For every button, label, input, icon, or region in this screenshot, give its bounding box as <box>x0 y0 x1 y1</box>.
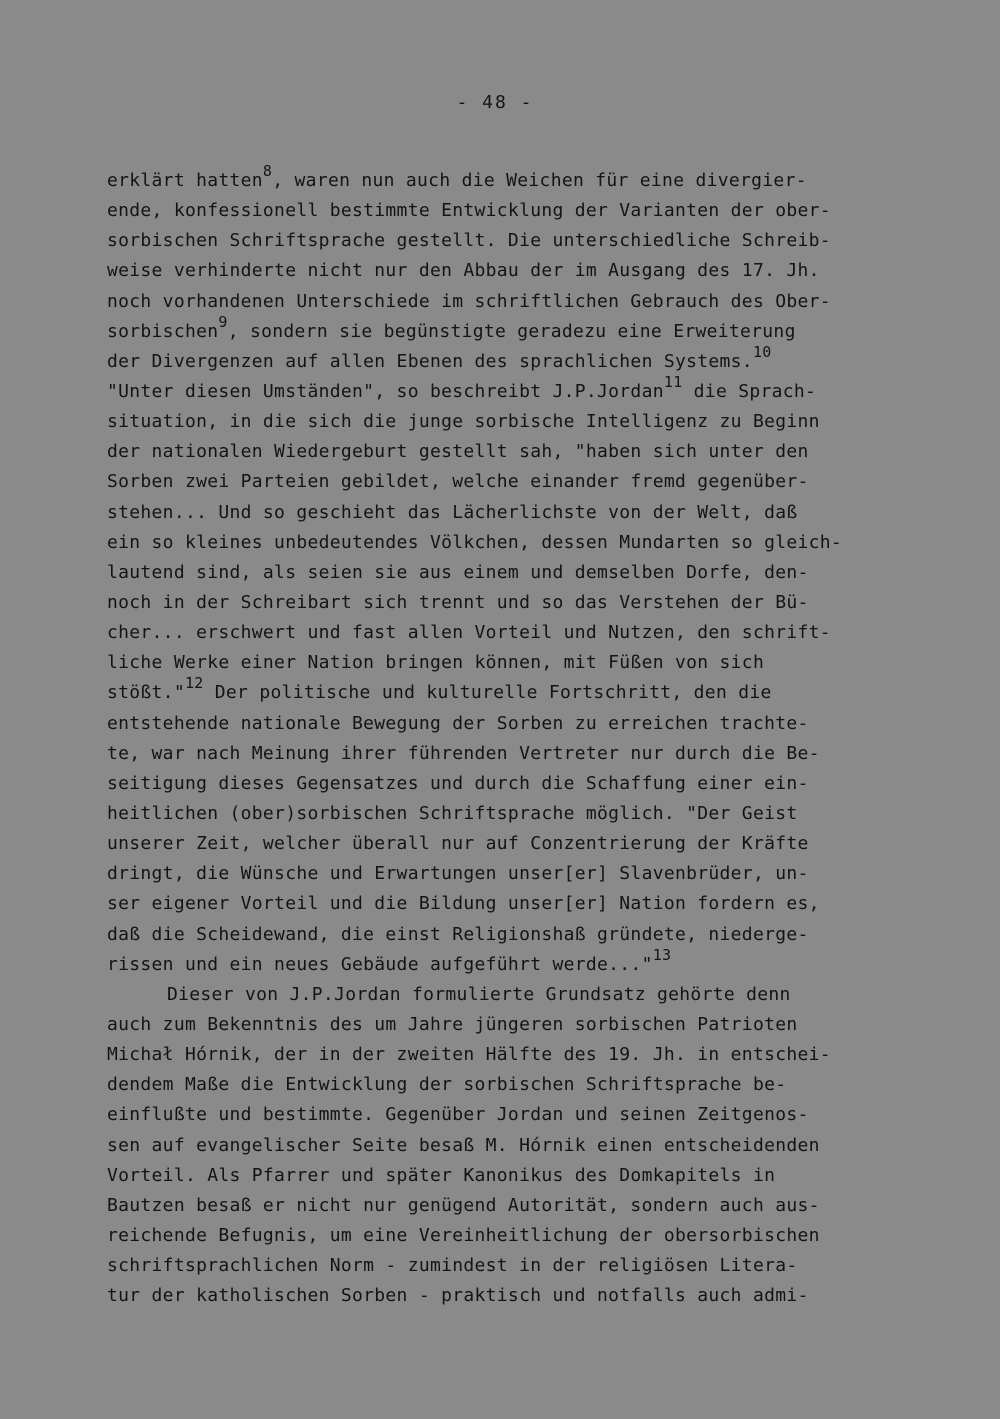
line-text-continuation: , sondern sie begünstigte geradezu eine Erweiterung <box>227 320 796 342</box>
text-line <box>107 498 887 528</box>
text-line <box>107 162 887 196</box>
line-text: ein so kleines unbedeutendes Völkchen, dessen Mundarten so gleich- <box>107 531 843 553</box>
text-line <box>107 674 887 708</box>
line-text: Michał Hórnik, der in der zweiten Hälfte des 19. Jh. in entschei- <box>107 1044 831 1066</box>
line-text: stößt." <box>107 682 185 704</box>
line-text: sorbischen <box>107 320 219 342</box>
line-text: cher... erschwert und fast allen Vorteil und Nutzen, den schrift- <box>107 622 831 644</box>
line-text: einflußte und bestimmte. Gegenüber Jordan und seinen Zeitgenos- <box>107 1104 809 1126</box>
line-text: schriftsprachlichen Norm - zumindest in der religiösen Litera- <box>107 1255 798 1277</box>
line-text: sorbischen Schriftsprache gestellt. Die unterschiedliche Schreib- <box>107 230 831 252</box>
line-text: unserer Zeit, welcher überall nur auf Conzentrierung der Kräfte <box>107 833 809 855</box>
text-line <box>107 739 887 769</box>
text-line <box>107 1191 887 1221</box>
line-text: situation, in die sich die junge sorbische Intelligenz zu Beginn <box>107 411 820 433</box>
text-line <box>107 588 887 618</box>
text-line <box>107 437 887 467</box>
line-text: Bautzen besaß er nicht nur genügend Autorität, sondern auch aus- <box>107 1194 820 1216</box>
text-line <box>107 769 887 799</box>
line-text: liche Werke einer Nation bringen können, mit Füßen von sich <box>107 652 765 674</box>
text-line <box>107 829 887 859</box>
line-text: entstehende nationale Bewegung der Sorben zu erreichen trachte- <box>107 712 809 734</box>
text-line <box>107 799 887 829</box>
line-text: ende, konfessionell bestimmte Entwicklung der Varianten der ober- <box>107 200 831 222</box>
text-line <box>107 196 887 226</box>
text-line <box>107 1040 887 1070</box>
text-line <box>107 618 887 648</box>
footnote-marker: 12 <box>184 674 204 693</box>
text-line <box>107 920 887 950</box>
line-text: heitlichen (ober)sorbischen Schriftsprache möglich. "Der Geist <box>107 802 798 824</box>
line-text: "Unter diesen Umständen", so beschreibt J.P.Jordan <box>107 380 664 402</box>
line-text: der Divergenzen auf allen Ebenen des sprachlichen Systems. <box>107 350 753 372</box>
text-line <box>107 256 887 286</box>
text-line <box>107 1131 887 1161</box>
line-text: reichende Befugnis, um eine Vereinheitlichung der obersorbischen <box>107 1224 820 1246</box>
text-line <box>107 859 887 889</box>
text-line <box>107 407 887 437</box>
line-text: tur der katholischen Sorben - praktisch und notfalls auch admi- <box>107 1285 809 1307</box>
footnote-marker: 9 <box>218 312 228 331</box>
text-line <box>107 342 887 377</box>
line-text: ser eigener Vorteil und die Bildung unser[er] Nation fordern es, <box>107 893 820 915</box>
line-text: der nationalen Wiedergeburt gestellt sah, "haben sich unter den <box>107 441 809 463</box>
text-line <box>107 945 887 980</box>
text-line <box>107 709 887 739</box>
line-text: daß die Scheidewand, die einst Religionshaß gründete, niederge- <box>107 923 809 945</box>
line-text: Vorteil. Als Pfarrer und später Kanonikus des Domkapitels in <box>107 1164 776 1186</box>
text-line <box>107 467 887 497</box>
text-line <box>107 1251 887 1281</box>
line-text: seitigung dieses Gegensatzes und durch die Schaffung einer ein- <box>107 772 809 794</box>
line-text: te, war nach Meinung ihrer führenden Vertreter nur durch die Be- <box>107 742 820 764</box>
body-text <box>107 162 887 1311</box>
text-line <box>107 648 887 678</box>
text-line <box>107 1161 887 1191</box>
line-text: noch in der Schreibart sich trennt und so das Verstehen der Bü- <box>107 591 809 613</box>
line-text: auch zum Bekenntnis des um Jahre jüngeren sorbischen Patrioten <box>107 1013 798 1035</box>
text-line <box>107 980 887 1010</box>
text-line <box>107 528 887 558</box>
footnote-marker: 13 <box>652 945 672 964</box>
text-line <box>107 1070 887 1100</box>
line-text: weise verhinderte nicht nur den Abbau der im Ausgang des 17. Jh. <box>107 260 820 282</box>
line-text: lautend sind, als seien sie aus einem und demselben Dorfe, den- <box>107 561 809 583</box>
footnote-marker: 8 <box>262 162 273 180</box>
line-text: dendem Maße die Entwicklung der sorbischen Schriftsprache be- <box>107 1074 787 1096</box>
line-text: stehen... Und so geschieht das Lächerlichste von der Welt, daß <box>107 501 798 523</box>
line-text: Sorben zwei Parteien gebildet, welche einander fremd gegenüber- <box>107 471 809 493</box>
line-text: sen auf evangelischer Seite besaß M. Hórnik einen entscheidenden <box>107 1134 820 1156</box>
text-line <box>107 226 887 256</box>
footnote-marker: 11 <box>663 372 683 391</box>
text-line <box>107 558 887 588</box>
footnote-marker: 10 <box>752 342 772 361</box>
text-line <box>107 1281 887 1311</box>
line-text-continuation: Der politische und kulturelle Fortschritt, den die <box>203 682 772 704</box>
page-number: - 48 - <box>456 92 534 113</box>
line-text: erklärt hatten <box>107 170 263 191</box>
line-text: Dieser von J.P.Jordan formulierte Grundsatz gehörte denn <box>167 983 791 1005</box>
text-line <box>107 889 887 919</box>
line-text-continuation: , waren nun auch die Weichen für eine divergier- <box>272 170 807 191</box>
text-line <box>107 372 887 407</box>
line-text: dringt, die Wünsche und Erwartungen unser[er] Slavenbrüder, un- <box>107 863 809 885</box>
line-text: rissen und ein neues Gebäude aufgeführt werde..." <box>107 953 653 975</box>
line-text-continuation: die Sprach- <box>682 380 817 402</box>
text-line <box>107 1100 887 1130</box>
text-line <box>107 1221 887 1251</box>
text-line <box>107 1010 887 1040</box>
line-text: noch vorhandenen Unterschiede im schriftlichen Gebrauch des Ober- <box>107 290 831 312</box>
